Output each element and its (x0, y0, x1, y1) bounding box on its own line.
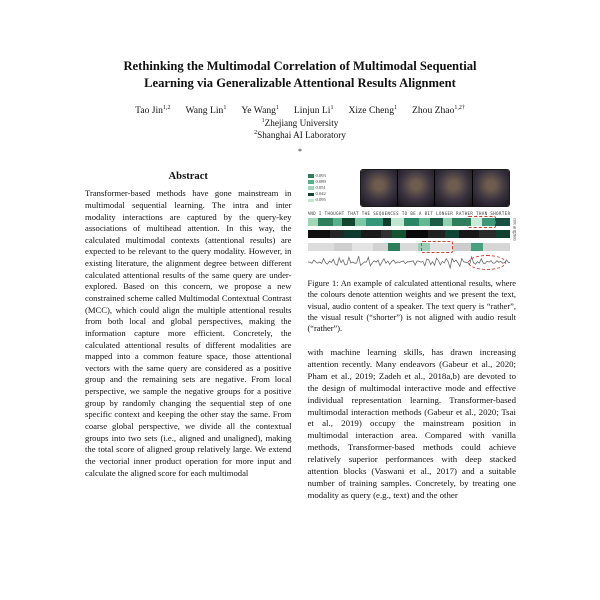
legend-swatch (308, 199, 314, 203)
attention-segment (483, 243, 510, 251)
legend-entry: 0.093 (308, 174, 354, 179)
figure-top-row (308, 169, 511, 207)
author: Zhou Zhao$^{1,2\dagger}$ (412, 105, 465, 117)
attention-segment (459, 230, 479, 238)
visual-attention-bar (308, 230, 511, 238)
attention-segment (342, 218, 355, 226)
legend-entry: 0.042 (308, 192, 354, 197)
affiliation: $^1$Zhejiang University (261, 118, 339, 129)
speaker-face-image (398, 170, 435, 206)
attention-segment (308, 243, 335, 251)
footnote-asterisk: * (298, 147, 302, 157)
figure-caption: Figure 1: An example of calculated attentional results, where the colours denote attention weights and we present the text, visual, audio content of a speaker. The text query is “rather”, the visual result (“shorter”) is not aligned with audio result (“rather”). (307, 279, 516, 333)
author-line (84, 105, 516, 116)
affiliations (84, 118, 516, 142)
attention-segment (391, 218, 404, 226)
author: Linjun Li$^1$ (293, 105, 334, 117)
attention-segment (404, 218, 419, 226)
attention-segment (308, 218, 319, 226)
author: Xize Cheng$^1$ (348, 105, 397, 117)
attention-segment (392, 230, 406, 238)
attention-segment (366, 218, 383, 226)
misalignment-highlight (467, 216, 495, 228)
attention-segment (430, 218, 443, 226)
attention-segment (318, 218, 333, 226)
author: Ye Wang$^1$ (241, 105, 279, 117)
abstract-text: Transformer-based methods have gone mainstream in multimodal sequential learning. The intra and inter modality interactions are captured by the query-key associations of multihead attention. In this way, the calculated multimodal contexts (attentional results) are expected to be relevant to the query modality. However, in existing literature, the alignment degree between different calculated attentional results of the same query are under-explored. Based on this concern, we propose a new constrained scheme called Multimodal Contextual Contrast (MCC), which could align the multiple attentional results from both local and global perspectives, making the information capture more efficient. Concretely, the calculated attentional results of different modalities are mapped into a common feature space, those attentional vectors with the same query are considered as a positive group and the remaining sets are negative. From local perspective, we sample the negative groups for a positive group by randomly changing the sequential step of one specific context and keeping the other stay the same. From coarse global perspective, we divide all the contextual groups into two sets (i.e., aligned and unaligned), making the total score of aligned group relatively large. We extend the vectorial inner product operation for more input and calculate the aligned score for each multimodal (85, 188, 292, 478)
misalignment-highlight (421, 241, 453, 253)
legend-entry: 0.051 (308, 186, 354, 191)
author: Tao Jin$^{1,2}$ (135, 105, 171, 117)
attention-segment (361, 230, 381, 238)
attention-segment (383, 218, 392, 226)
attention-segment (333, 218, 342, 226)
attention-segment (381, 230, 392, 238)
speaker-face-strip (360, 169, 511, 207)
attention-bars (308, 218, 511, 251)
attention-weight-legend (308, 169, 354, 207)
attention-segment (388, 243, 400, 251)
token-text-row: AND I THOUGHT THAT THE SEQUENCES TO BE A BIT LONGER RATHER THAN SHORTER (307, 211, 510, 217)
legend-swatch (308, 180, 314, 184)
speaker-face-image (435, 170, 472, 206)
attention-segment (495, 218, 510, 226)
attention-segment (471, 243, 483, 251)
attention-segment (453, 243, 471, 251)
figure-1 (308, 169, 517, 272)
affiliation: $^2$Shanghai AI Laboratory (254, 130, 346, 141)
attention-segment (334, 243, 352, 251)
not-aligned-label: not aligned (511, 218, 516, 241)
attention-segment (352, 243, 373, 251)
legend-entry: 0.089 (308, 180, 354, 185)
attention-segment (428, 230, 445, 238)
author: Wang Lin$^1$ (185, 105, 227, 117)
legend-swatch (308, 174, 314, 178)
abstract-heading: Abstract (168, 171, 208, 183)
attention-segment (330, 230, 344, 238)
legend-entry: 0.095 (308, 198, 354, 203)
right-column (308, 169, 517, 561)
attention-segment (496, 230, 510, 238)
legend-swatch (308, 186, 314, 190)
two-column-body (84, 169, 516, 561)
attention-segment (344, 230, 361, 238)
attention-segment (355, 218, 366, 226)
audio-attention-bar (308, 243, 511, 251)
attention-segment (445, 230, 459, 238)
attention-segment (419, 218, 430, 226)
audio-waveform (308, 255, 511, 272)
speaker-face-image (361, 170, 398, 206)
attention-segment (373, 243, 388, 251)
attention-segment (400, 243, 418, 251)
attention-segment (479, 230, 496, 238)
attention-segment (443, 218, 452, 226)
attention-segment (406, 230, 429, 238)
intro-paragraph: with machine learning skills, has drawn increasing attention recently. Many endeavors (Gabeur et al., 2020; Pham et al., 2019; Zadeh et al., 2018a,b) are devoted to the design of multimodal interactive mode and effective individual representation learning. Transformer-based multimodal interaction methods (Gabeur et al., 2020; Tsai et al., 2019) occupy the mainstream position in multimodal interaction area. Compared with vanilla methods, Transformer-based methods could achieve relatively superior performances with deep stacked attention blocks (Vaswani et al., 2017) and a suitable number of training samples. Concretely, by treating one modality as query (e.g., text) and the other (307, 347, 516, 500)
legend-swatch (308, 193, 314, 197)
speaker-face-image (473, 170, 509, 206)
text-attention-bar (308, 218, 511, 226)
attention-segment (308, 230, 331, 238)
left-column (84, 169, 293, 561)
paper-title: Rethinking the Multimodal Correlation of Multimodal Sequential Learning via Generalizable Attentional Results Alignment (123, 59, 477, 90)
